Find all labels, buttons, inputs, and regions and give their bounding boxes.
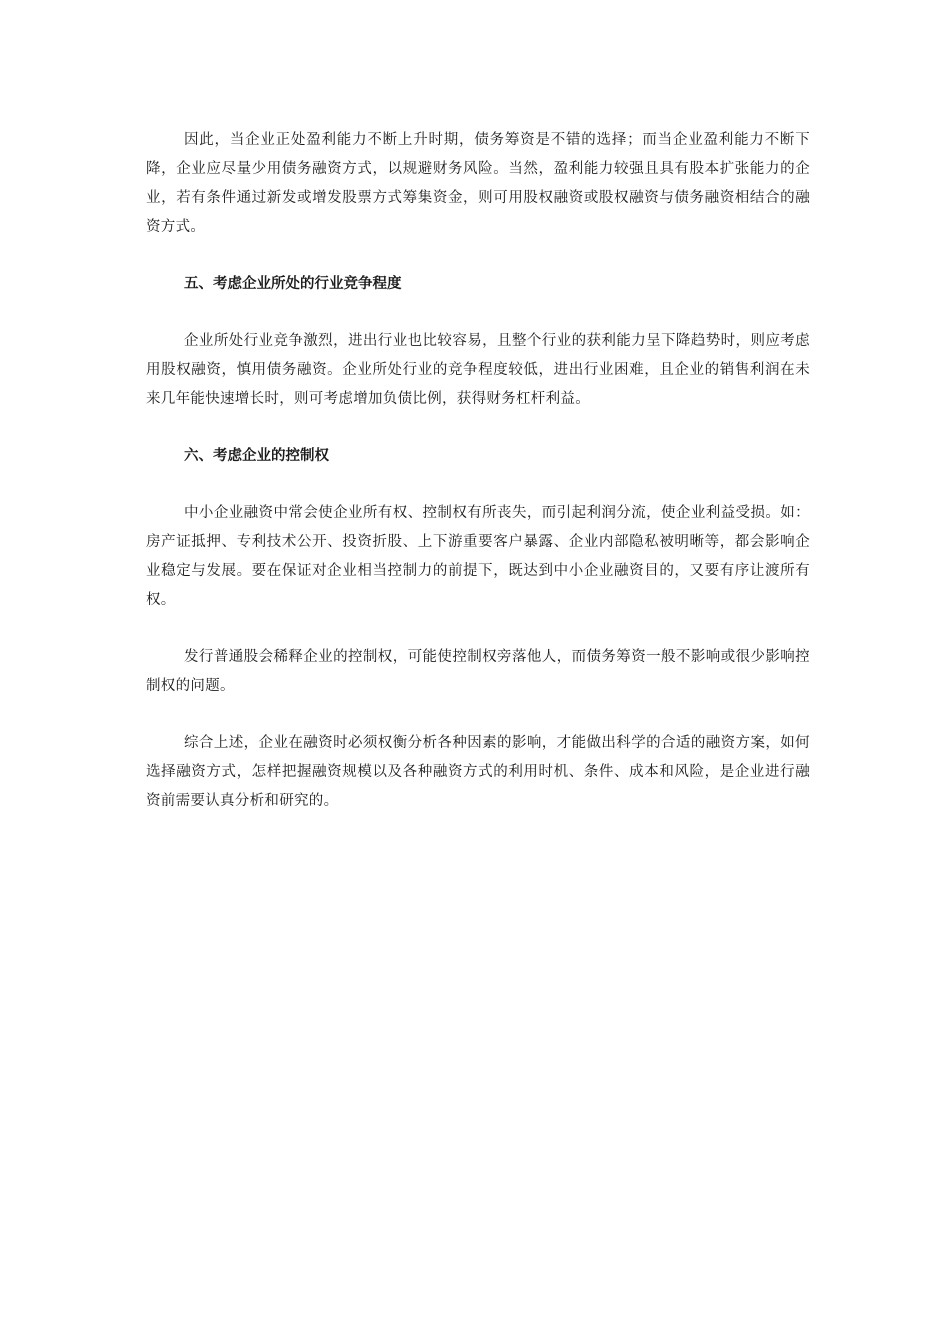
section-heading-5: 五、考虑企业所处的行业竞争程度 xyxy=(184,276,402,292)
spacer xyxy=(146,299,810,327)
paragraph-common-stock: 发行普通股会稀释企业的控制权，可能使控制权旁落他人，而债务筹资一般不影响或很少影响控制权的问题。 xyxy=(146,649,810,694)
spacer xyxy=(146,701,810,729)
spacer xyxy=(146,414,810,442)
section-heading-6: 六、考虑企业的控制权 xyxy=(184,448,329,464)
spacer xyxy=(146,615,810,643)
paragraph-profitability: 因此，当企业正处盈利能力不断上升时期，债务筹资是不错的选择；而当企业盈利能力不断下降，企业应尽量少用债务融资方式，以规避财务风险。当然，盈利能力较强且具有股本扩张能力的企业，若有条件通过新发或增发股票方式筹集资金，则可用股权融资或股权融资与债务融资相结合的融资方式。 xyxy=(146,132,810,235)
paragraph-control-rights: 中小企业融资中常会使企业所有权、控制权有所丧失，而引起利润分流，使企业利益受损。如：房产证抵押、专利技术公开、投资折股、上下游重要客户暴露、企业内部隐私被明晰等，都会影响企业稳定与发展。要在保证对企业相当控制力的前提下，既达到中小企业融资目的，又要有序让渡所有权。 xyxy=(146,505,810,608)
paragraph-summary: 综合上述，企业在融资时必须权衡分析各种因素的影响，才能做出科学的合适的融资方案，如何选择融资方式，怎样把握融资规模以及各种融资方式的利用时机、条件、成本和风险，是企业进行融资前需要认真分析和研究的。 xyxy=(146,735,810,809)
paragraph-industry-competition: 企业所处行业竞争激烈，进出行业也比较容易，且整个行业的获利能力呈下降趋势时，则应考虑用股权融资，慎用债务融资。企业所处行业的竞争程度较低，进出行业困难，且企业的销售利润在未来几年能快速增长时，则可考虑增加负债比例，获得财务杠杆利益。 xyxy=(146,333,810,407)
spacer xyxy=(146,471,810,499)
spacer xyxy=(146,242,810,270)
document-page xyxy=(146,126,810,816)
